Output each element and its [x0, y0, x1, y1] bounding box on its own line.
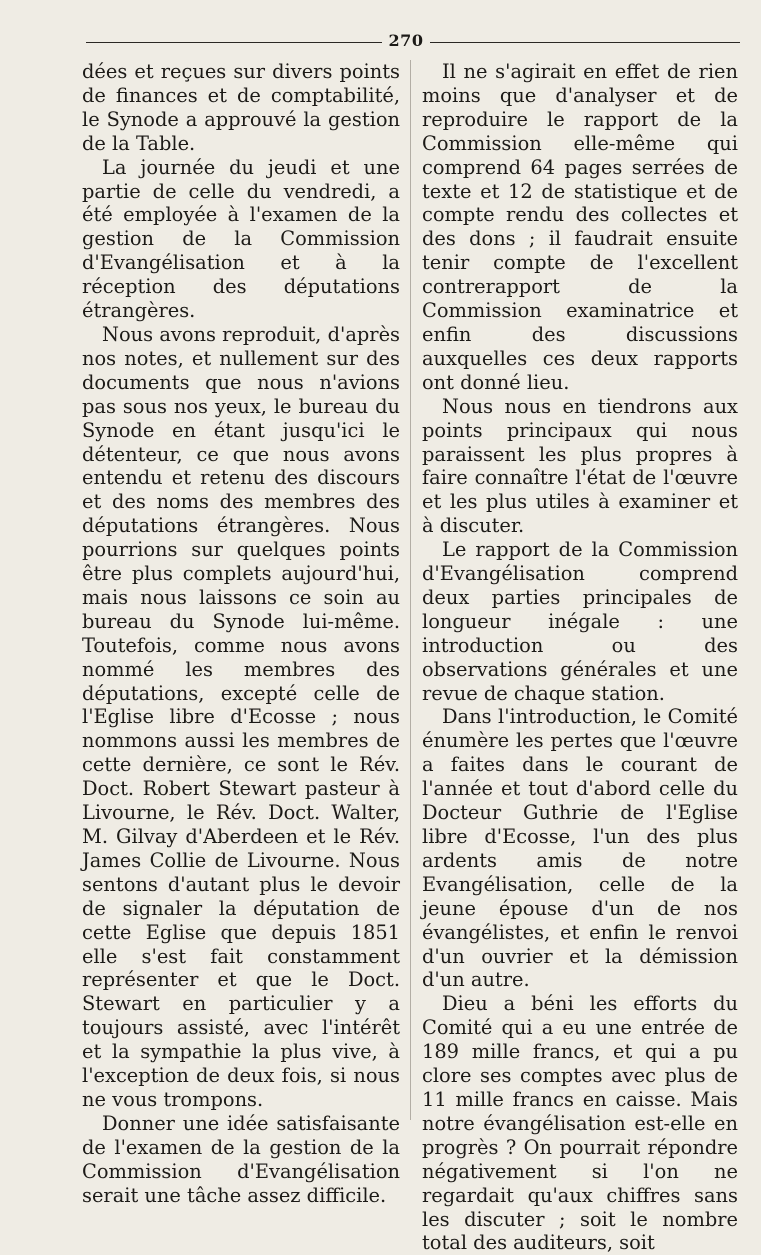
paragraph: Dans l'introduction, le Comité énumère les pertes que l'œuvre a faites dans le courant de l'année et tout d'abord celle du Docteur Guthrie de l'Eglise libre d'Ecosse, l'un des plus ardents amis de notre Evangélisation, celle de la jeune épouse d'un de nos évangélistes, et enfin le renvoi d'un ouvrier et la démission d'un autre. — [422, 705, 738, 992]
header-rule-right — [430, 42, 740, 43]
header-rule-left — [86, 42, 382, 43]
page-header — [86, 28, 740, 52]
paragraph: Nous avons reproduit, d'après nos notes, et nullement sur des documents que nous n'avions pas sous nos yeux, le bureau du Synode en étant jusqu'ici le détenteur, ce que nous avons entendu et retenu des discours et des noms des membres des députations étrangères. Nous pourrions sur quelques points être plus complets aujourd'hui, mais nous laissons ce soin au bureau du Synode lui-même. Toutefois, comme nous avons nommé les membres des députations, excepté celle de l'Eglise libre d'Ecosse ; nous nommons aussi les membres de cette dernière, ce sont le Rév. Doct. Robert Stewart pasteur à Livourne, le Rév. Doct. Walter, M. Gilvay d'Aberdeen et le Rév. James Collie de Livourne. Nous sentons d'autant plus le devoir de signaler la députation de cette Eglise que depuis 1851 elle s'est fait constamment représenter et que le Doct. Stewart en particulier y a toujours assisté, avec l'intérêt et la sympathie la plus vive, à l'exception de deux fois, si nous ne vous trompons. — [82, 322, 400, 1111]
paragraph: dées et reçues sur divers points de finances et de comptabilité, le Synode a approuvé la gestion de la Table. — [82, 60, 400, 155]
paragraph: Le rapport de la Commission d'Evangélisation comprend deux parties principales de longueur inégale : une introduction ou des observations générales et une revue de chaque station. — [422, 538, 738, 705]
left-column — [82, 60, 400, 1208]
paragraph: Nous nous en tiendrons aux points principaux qui nous paraissent les plus propres à faire connaître l'état de l'œuvre et les plus utiles à examiner et à discuter. — [422, 394, 738, 538]
page-number: 270 — [388, 31, 424, 50]
paragraph: Donner une idée satisfaisante de l'examen de la gestion de la Commission d'Evangélisation serait une tâche assez difficile. — [82, 1111, 400, 1207]
paragraph: Dieu a béni les efforts du Comité qui a eu une entrée de 189 mille francs, et qui a pu clore ses comptes avec plus de 11 mille francs en caisse. Mais notre évangélisation est-elle en progrès ? On pourrait répondre négativement si l'on ne regardait qu'aux chiffres sans les discuter ; soit le nombre total des auditeurs, soit — [422, 992, 738, 1255]
column-divider — [410, 60, 411, 1120]
paragraph: La journée du jeudi et une partie de celle du vendredi, a été employée à l'examen de la gestion de la Commission d'Evangélisation et à la réception des députations étrangères. — [82, 155, 400, 323]
paragraph: Il ne s'agirait en effet de rien moins que d'analyser et de reproduire le rapport de la Commission elle-même qui comprend 64 pages serrées de texte et 12 de statistique et de compte rendu des collectes et des dons ; il faudrait ensuite tenir compte de l'excellent contrerapport de la Commission examinatrice et enfin des discussions auxquelles ces deux rapports ont donné lieu. — [422, 60, 738, 394]
right-column — [422, 60, 738, 1255]
